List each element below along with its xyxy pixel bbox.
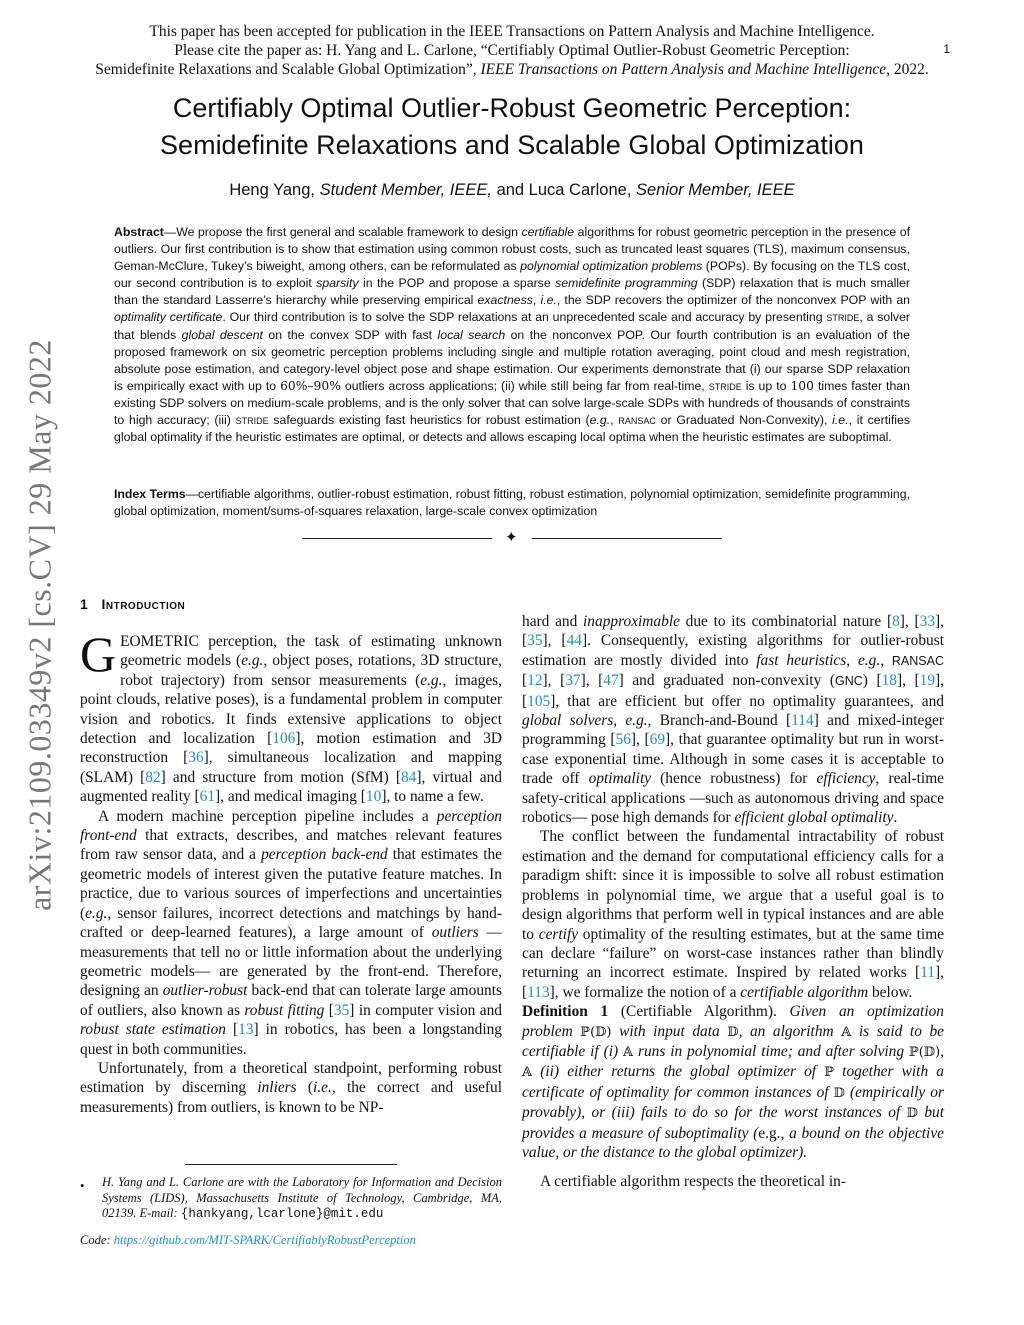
right-column: [522, 612, 944, 1192]
index-terms-label: Index Terms: [114, 487, 186, 501]
index-terms: Index Terms—certifiable algorithms, outlier-robust estimation, robust fitting, robust estimation, polynomial optimization, semidefinite programming, global optimization, moment/sums-of-squares relaxation, large-scale convex optimization: [114, 487, 911, 519]
intro-paragraph-1: GEOMETRIC perception, the task of estimating unknown geometric models (e.g., object poses, rotations, 3D structure, robot trajectory) from sensor measurements (e.g., images, point clouds, relative poses), is a fundamental problem in computer vision and robotics. It finds extensive applications to object detection and localization [106], motion estimation and 3D reconstruction [36], simultaneous localization and mapping (SLAM) [82] and structure from motion (SfM) [84], virtual and augmented reality [61], and medical imaging [10], to name a few.: [80, 626, 503, 806]
footnote-rule: [185, 1164, 397, 1165]
code-repository-link[interactable]: https://github.com/MIT-SPARK/CertifiablyRobustPerception: [113, 1233, 416, 1247]
citation-link[interactable]: 37: [565, 672, 581, 690]
citation-link[interactable]: 18: [881, 672, 897, 690]
abstract: Abstract—We propose the first general and scalable framework to design certifiable algorithms for robust geometric perception in the presence of outliers. Our first contribution is to show that estimation using common robust costs, such as truncated least squares (TLS), maximum consensus, Geman-McClure, Tukey’s biweight, among others, can be reformulated as polynomial optimization problems (POPs). By focusing on the TLS cost, our second contribution is to exploit sparsity in the POP and propose a sparse semidefinite programming (SDP) relaxation that is much smaller than the standard Lasserre’s hierarchy while preserving empirical exactness, i.e., the SDP recovers the optimizer of the nonconvex POP with an optimality certificate. Our third contribution is to solve the SDP relaxations at an unprecedented scale and accuracy by presenting stride, a solver that blends global descent on the convex SDP with fast local search on the nonconvex POP. Our fourth contribution is an evaluation of the proposed framework on six geometric perception problems including single and multiple rotation averaging, point cloud and mesh registration, absolute pose estimation, and category-level object pose and shape estimation. Our experiments demonstrate that (i) our sparse SDP relaxation is empirically exact with up to 60%–90% outliers across applications; (ii) while still being far from real-time, stride is up to 100 times faster than existing SDP solvers on medium-scale problems, and is the only solver that can solve large-scale SDPs with hundreds of thousands of constraints to high accuracy; (iii) stride safeguards existing fast heuristics for robust estimation (e.g., ransac or Graduated Non-Convexity), i.e., it certifies global optimality if the heuristic estimates are optimal, or detects and allows escaping local optima when the heuristic estimates are suboptimal.: [114, 225, 911, 445]
separator-rule-right: [532, 538, 722, 539]
citation-link[interactable]: 36: [188, 749, 204, 767]
citation-link[interactable]: 84: [400, 768, 417, 786]
citation-link[interactable]: 10: [365, 788, 382, 806]
email-address: {hankyang,lcarlone}@mit.edu: [180, 1207, 384, 1222]
separator-diamond-icon: ✦: [505, 530, 518, 546]
title-line-2: Semidefinite Relaxations and Scalable Global Optimization: [160, 130, 864, 160]
citation-link[interactable]: 19: [919, 672, 936, 690]
notice-line-3: Semidefinite Relaxations and Scalable Global Optimization”, IEEE Transactions on Pattern Analysis and Machine Intelligence, 2022.: [95, 61, 929, 78]
author-line: Heng Yang, Student Member, IEEE, and Luca Carlone, Senior Member, IEEE: [229, 181, 795, 199]
citation-link[interactable]: 61: [199, 788, 216, 806]
intro-paragraph-3: Unfortunately, from a theoretical standpoint, performing robust estimation by discerning inliers (i.e., the correct and useful measurements) from outliers, is known to be NP-: [80, 1059, 502, 1116]
citation-link[interactable]: 47: [603, 672, 619, 690]
notice-line-1: This paper has been accepted for publication in the IEEE Transactions on Pattern Analysis and Machine Intelligence.: [149, 23, 875, 40]
publication-notice: [40, 22, 984, 79]
separator-rule-left: [302, 538, 492, 539]
intro-paragraph-2: A modern machine perception pipeline includes a perception front-end that extracts, describes, and matches relevant features from raw sensor data, and a perception back-end that estimates the geometric models of interest given the putative feature matches. In practice, due to various sources of imperfections and uncertainties (e.g., sensor failures, incorrect detections and matchings by hand-crafted or deep-learned features), a large amount of outliers —measurements that tell no or little information about the underlying geometric models— are generated by the front-end. Therefore, designing an outlier-robust back-end that can tolerate large amounts of outliers, also known as robust fitting [35] in computer vision and robust state estimation [13] in robotics, has been a longstanding quest in both communities.: [80, 807, 503, 1058]
drop-cap: G: [80, 626, 117, 682]
citation-link[interactable]: 44: [566, 632, 582, 650]
arxiv-identifier: arXiv:2109.03349v2 [cs.CV] 29 May 2022: [21, 339, 58, 911]
intro-paragraph-4: The conflict between the fundamental intractability of robust estimation and the demand for computational efficiency calls for a paradigm shift: since it is impossible to solve all robust estimation problems in polynomial time, we argue that a useful goal is to design algorithms that perform well in typical instances and are able to certify optimality of the resulting estimates, but at the same time can declare “failure” on worst-case instances rather than blindly returning an incorrect estimate. Inspired by related works [11], [113], we formalize the notion of a certifiable algorithm below.: [522, 828, 944, 1001]
paper-title: [90, 90, 934, 164]
citation-link[interactable]: 11: [920, 964, 936, 982]
citation-link[interactable]: 56: [615, 731, 631, 749]
intro-paragraph-3-continued: hard and inapproximable due to its combinatorial nature [8], [33], [35], [44]. Consequently, existing algorithms for outlier-robust estimation are mostly divided into fast heuristics, e.g., RANSAC [12], [37], [47] and graduated non-convexity (GNC) [18], [19], [105], that are efficient but offer no optimality guarantees, and global solvers, e.g., Branch-and-Bound [114] and mixed-integer programming [56], [69], that guarantee optimality but run in worst-case exponential time. Although in some cases it is acceptable to trade off optimality (hence robustness) for efficiency, real-time safety-critical applications —such as autonomous driving and space robotics— pose high demands for efficient global optimality.: [522, 613, 945, 827]
code-footnote: Code: https://github.com/MIT-SPARK/CertifiablyRobustPerception: [80, 1233, 416, 1247]
left-column: [80, 626, 503, 1117]
affiliation-footnote: • H. Yang and L. Carlone are with the Laboratory for Information and Decision Systems (LIDS), Massachusetts Institute of Technology, Cambridge, MA, 02139. E-mail: {hankyang,lcarlone}@mit.edu: [80, 1175, 502, 1222]
citation-link[interactable]: 35: [333, 1001, 350, 1019]
notice-line-2: Please cite the paper as: H. Yang and L. Carlone, “Certifiably Optimal Outlier-Robust Geometric Perception:: [174, 42, 850, 59]
section-heading: 1 Introduction: [80, 596, 186, 612]
definition-1: Definition 1 (Certifiable Algorithm). Given an optimization problem ℙ(𝔻) with input data 𝔻, an algorithm 𝔸 is said to be certifiable if (i) 𝔸 runs in polynomial time; and after solving ℙ(𝔻), 𝔸 (ii) either returns the global optimizer of ℙ together with a certificate of optimality for common instances of 𝔻 (empirically or provably), or (iii) fails to do so for the worst instances of 𝔻 but provides a measure of suboptimality (e.g., a bound on the objective value, or the distance to the global optimizer).: [522, 1003, 945, 1161]
citation-link[interactable]: 8: [892, 613, 900, 630]
citation-link[interactable]: 13: [238, 1021, 254, 1039]
citation-link[interactable]: 82: [145, 768, 161, 786]
citation-link[interactable]: 105: [527, 692, 551, 710]
citation-link[interactable]: 12: [527, 672, 543, 690]
citation-link[interactable]: 33: [919, 613, 936, 630]
citation-link[interactable]: 69: [649, 731, 666, 749]
abstract-label: Abstract: [114, 225, 164, 239]
page-number: 1: [943, 42, 950, 56]
citation-link[interactable]: 114: [791, 712, 814, 730]
bullet-icon: •: [80, 1179, 85, 1193]
title-line-1: Certifiably Optimal Outlier-Robust Geometric Perception:: [172, 93, 852, 123]
arxiv-sidebar: [10, 295, 70, 955]
citation-link[interactable]: 35: [527, 632, 543, 650]
paragraph-after-definition: A certifiable algorithm respects the theoretical in-: [540, 1173, 846, 1191]
citation-link[interactable]: 113: [527, 983, 550, 1001]
citation-link[interactable]: 106: [272, 730, 296, 748]
